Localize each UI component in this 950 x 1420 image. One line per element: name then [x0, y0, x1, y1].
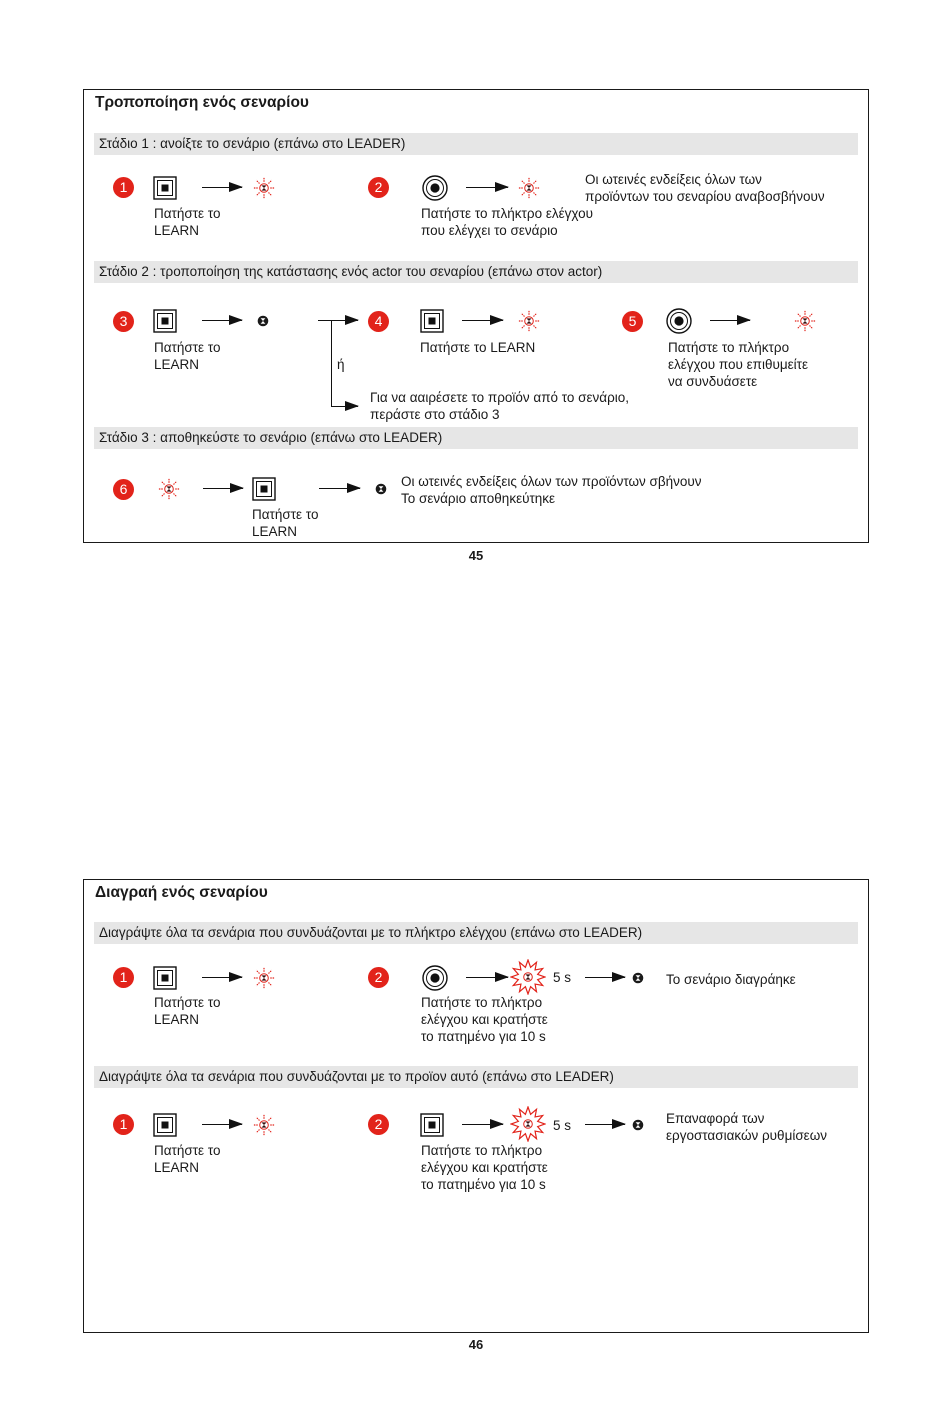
- caption-line: ελέγχου και κρατήστε: [421, 1160, 548, 1175]
- learn-button-icon: [153, 309, 177, 333]
- note-line: περάστε στο στάδιο 3: [370, 407, 500, 422]
- stage-bar-3: Στάδιο 3 : αποθηκεύστε το σενάριο (επάνω στο LEADER): [94, 427, 858, 449]
- step-badge-1: 1: [113, 1114, 134, 1135]
- hold-duration: 5 s: [553, 970, 572, 985]
- led-off-icon: [257, 315, 269, 327]
- hold-duration: 5 s: [553, 1118, 572, 1133]
- result-line: Το σενάριο αποθηκεύτηκε: [401, 491, 556, 506]
- step-caption: [420, 339, 535, 356]
- step-caption: [421, 1142, 548, 1193]
- caption-line: Πατήστε το: [154, 206, 221, 221]
- note-line: Για να ααιρέσετε το προϊόν από το σενάριο,: [370, 390, 630, 405]
- step-badge-5: 5: [622, 311, 643, 332]
- led-blinking-icon: [252, 966, 276, 990]
- learn-button-icon: [153, 966, 177, 990]
- led-starburst-icon: [510, 1106, 546, 1142]
- control-button-icon: [422, 175, 448, 201]
- led-blinking-icon: [252, 1113, 276, 1137]
- page-title: Τροποποίηση ενός σεναρίου: [95, 94, 309, 111]
- led-blinking-icon: [517, 176, 541, 200]
- remove-product-note: [370, 389, 629, 423]
- caption-line: Πατήστε το πλήκτρο: [421, 1143, 543, 1158]
- section-bar-1: Διαγράψτε όλα τα σενάρια που συνδυάζονται με το πλήκτρο ελέγχου (επάνω στο LEADER): [94, 922, 858, 944]
- result-line: εργοστασιακών ρυθμίσεων: [666, 1128, 827, 1143]
- arrow-icon: [710, 320, 750, 321]
- led-off-icon: [632, 972, 644, 984]
- arrow-icon: [466, 977, 508, 978]
- led-off-icon: [375, 483, 387, 495]
- step-badge-4: 4: [368, 311, 389, 332]
- led-blinking-icon: [793, 309, 817, 333]
- led-blinking-icon: [157, 477, 181, 501]
- arrow-icon: [462, 1124, 503, 1125]
- caption-line: LEARN: [154, 357, 200, 372]
- step-caption: [154, 994, 220, 1028]
- caption-line: ελέγχου που επιθυμείτε: [668, 357, 809, 372]
- led-starburst-icon: [510, 959, 546, 995]
- result-line: Επαναφορά των: [666, 1111, 765, 1126]
- learn-button-icon: [420, 1113, 444, 1137]
- arrow-icon: [319, 488, 360, 489]
- arrow-icon: [202, 320, 242, 321]
- step-badge-1: 1: [113, 177, 134, 198]
- step-badge-3: 3: [113, 311, 134, 332]
- caption-line: ελέγχου και κρατήστε: [421, 1012, 548, 1027]
- caption-line: Πατήστε το: [154, 995, 221, 1010]
- arrow-icon: [202, 187, 242, 188]
- stage-bar-2: Στάδιο 2 : τροποποίηση της κατάστασης ενός actor του σεναρίου (επάνω στον actor): [94, 261, 858, 283]
- caption-line: LEARN: [154, 1012, 200, 1027]
- caption-line: Πατήστε το: [252, 507, 319, 522]
- step-caption: [421, 205, 593, 239]
- branch-arrow-icon: [331, 406, 358, 407]
- led-blinking-icon: [517, 309, 541, 333]
- page-number: 45: [468, 548, 484, 563]
- learn-button-icon: [153, 1113, 177, 1137]
- result-line: Οι ωτεινές ενδείξεις όλων των προϊόντων σβήνουν: [401, 474, 702, 489]
- caption-line: το πατημένο για 10 s: [421, 1029, 546, 1044]
- result-line: Οι ωτεινές ενδείξεις όλων των: [585, 172, 762, 187]
- arrow-icon: [466, 187, 508, 188]
- result-line: Το σενάριο διαγράηκε: [666, 972, 796, 987]
- caption-line: LEARN: [154, 1160, 200, 1175]
- caption-line: που ελέγχει το σενάριο: [421, 223, 558, 238]
- step-caption: [154, 205, 220, 239]
- branch-arrow-icon: [318, 320, 358, 321]
- step-badge-2: 2: [368, 967, 389, 988]
- led-blinking-icon: [252, 176, 276, 200]
- caption-line: το πατημένο για 10 s: [421, 1177, 546, 1192]
- step-result: [666, 1110, 827, 1144]
- arrow-icon: [202, 1124, 242, 1125]
- control-button-icon: [666, 308, 692, 334]
- caption-line: Πατήστε το: [154, 1143, 221, 1158]
- arrow-icon: [585, 1124, 625, 1125]
- caption-line: Πατήστε το πλήκτρο: [421, 995, 543, 1010]
- arrow-icon: [462, 320, 503, 321]
- led-off-icon: [632, 1119, 644, 1131]
- step-caption: [421, 994, 548, 1045]
- arrow-icon: [202, 977, 242, 978]
- caption-line: LEARN: [252, 524, 298, 539]
- caption-line: Πατήστε το: [154, 340, 221, 355]
- panel-frame: [83, 879, 869, 1333]
- caption-line: Πατήστε το LEARN: [420, 340, 536, 355]
- or-label: ή: [337, 357, 345, 372]
- caption-line: LEARN: [154, 223, 200, 238]
- step-result: [666, 971, 796, 988]
- caption-line: Πατήστε το πλήκτρο ελέγχου: [421, 206, 593, 221]
- step-caption: [154, 339, 220, 373]
- learn-button-icon: [420, 309, 444, 333]
- step-result: [585, 171, 825, 205]
- page-number: 46: [468, 1337, 484, 1352]
- step-badge-2: 2: [368, 177, 389, 198]
- step-badge-6: 6: [113, 479, 134, 500]
- learn-button-icon: [153, 176, 177, 200]
- caption-line: να συνδυάσετε: [668, 374, 758, 389]
- step-result: [401, 473, 702, 507]
- branch-connector: [331, 320, 332, 407]
- caption-line: Πατήστε το πλήκτρο: [668, 340, 790, 355]
- result-line: προϊόντων του σεναρίου αναβοσβήνουν: [585, 189, 825, 204]
- page-title: Διαγραή ενός σεναρίου: [95, 884, 268, 901]
- learn-button-icon: [252, 477, 276, 501]
- step-caption: [668, 339, 808, 390]
- section-bar-2: Διαγράψτε όλα τα σενάρια που συνδυάζονται με το προϊον αυτό (επάνω στο LEADER): [94, 1066, 858, 1088]
- step-caption: [252, 506, 318, 540]
- step-caption: [154, 1142, 220, 1176]
- control-button-icon: [422, 965, 448, 991]
- arrow-icon: [585, 977, 625, 978]
- step-badge-2: 2: [368, 1114, 389, 1135]
- arrow-icon: [203, 488, 243, 489]
- stage-bar-1: Στάδιο 1 : ανοίξτε το σενάριο (επάνω στο LEADER): [94, 133, 858, 155]
- step-badge-1: 1: [113, 967, 134, 988]
